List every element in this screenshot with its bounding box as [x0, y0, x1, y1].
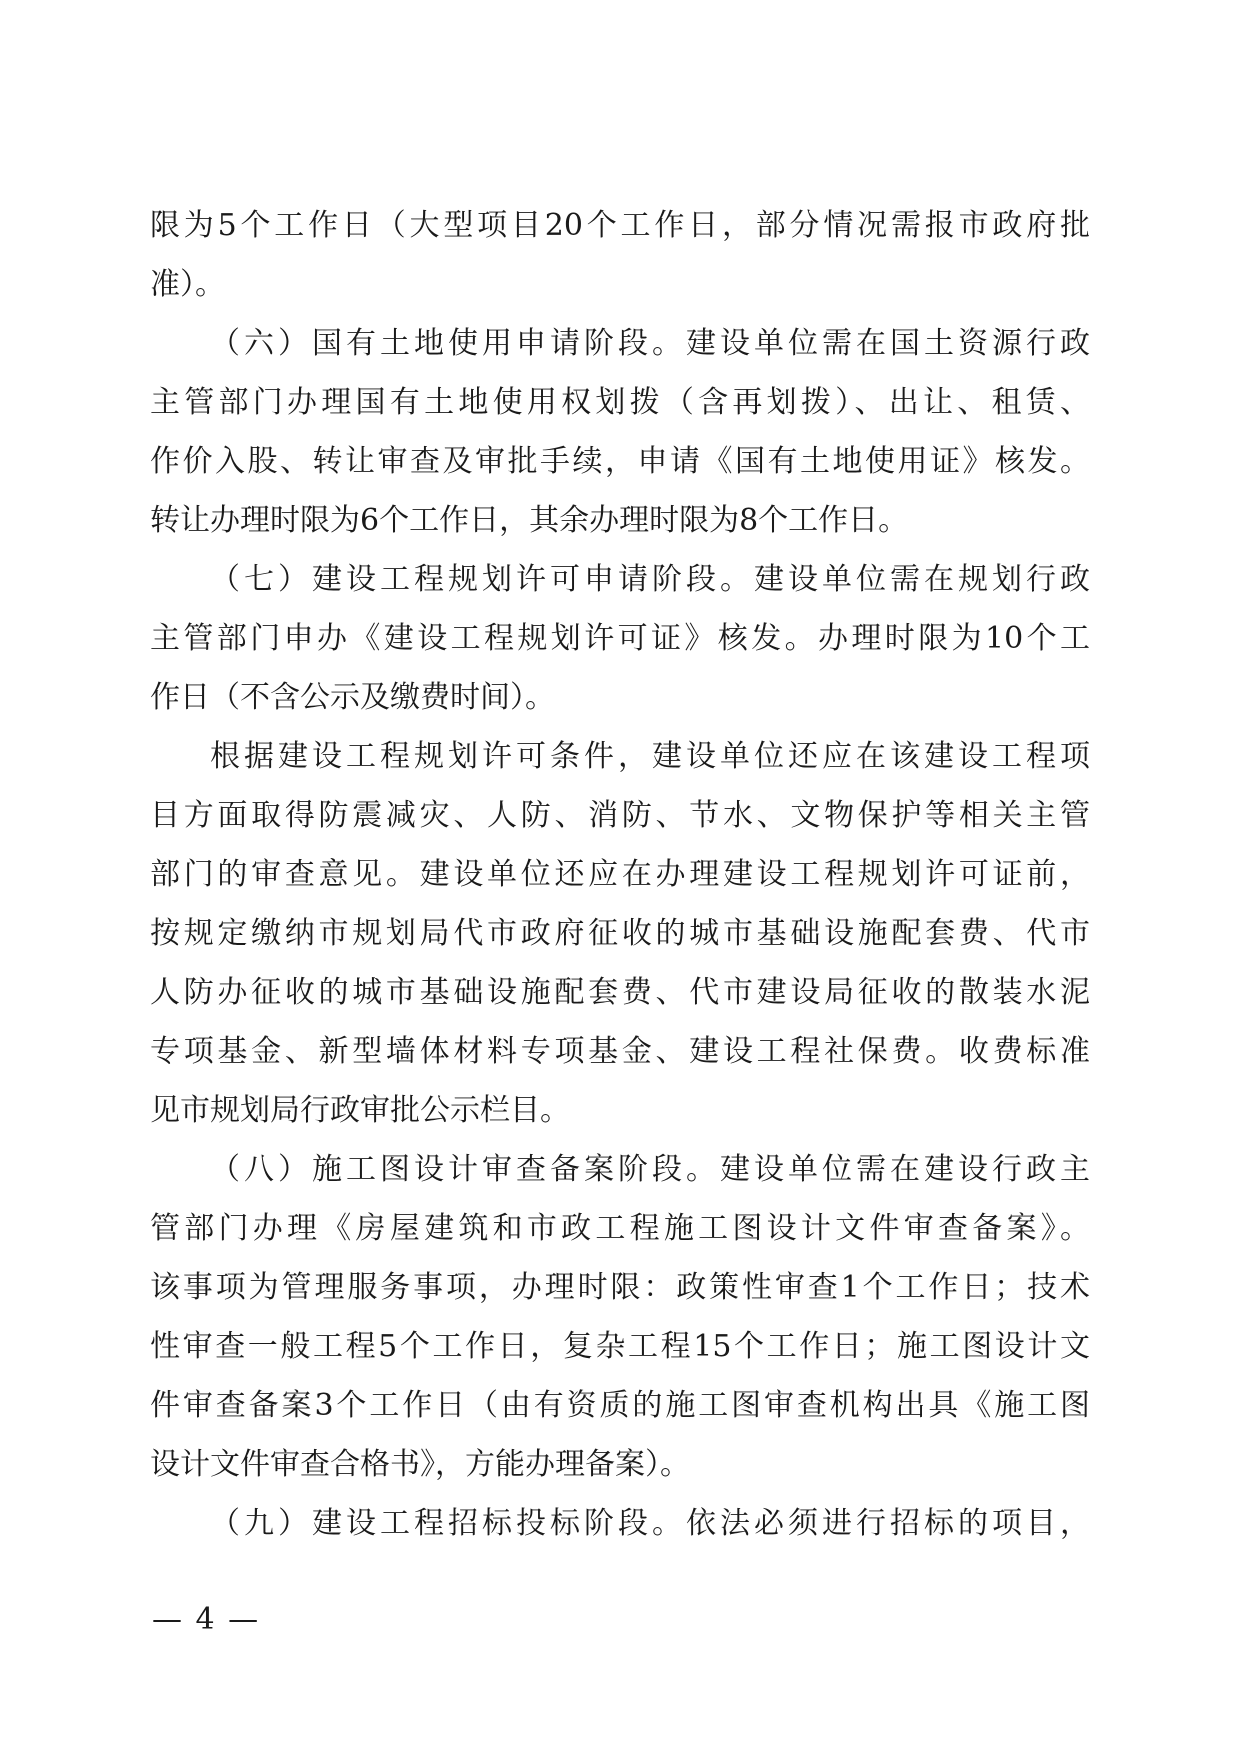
text-line: 主管部门办理国有土地使用权划拨（含再划拨）、出让、租赁、 [150, 385, 1090, 420]
text-line: 专项基金、新型墙体材料专项基金、建设工程社保费。收费标准 [150, 1034, 1090, 1069]
body-text [150, 196, 1090, 1553]
text-line: （九）建设工程招标投标阶段。依法必须进行招标的项目， [210, 1506, 1090, 1541]
text-line: 按规定缴纳市规划局代市政府征收的城市基础设施配套费、代市 [150, 916, 1090, 951]
text-line: （七）建设工程规划许可申请阶段。建设单位需在规划行政 [210, 562, 1090, 597]
text-line: 目方面取得防震减灾、人防、消防、节水、文物保护等相关主管 [150, 798, 1090, 833]
text-line: 准）。 [150, 267, 225, 302]
text-line: （八）施工图设计审查备案阶段。建设单位需在建设行政主 [210, 1152, 1090, 1187]
text-line: 性审查一般工程5个工作日，复杂工程15个工作日；施工图设计文 [150, 1329, 1090, 1364]
text-line: 该事项为管理服务事项，办理时限：政策性审查1个工作日；技术 [150, 1270, 1090, 1305]
text-line: 见市规划局行政审批公示栏目。 [150, 1093, 570, 1128]
text-line: 件审查备案3个工作日（由有资质的施工图审查机构出具《施工图 [150, 1388, 1090, 1423]
text-line: 部门的审查意见。建设单位还应在办理建设工程规划许可证前， [150, 857, 1090, 892]
text-line: 主管部门申办《建设工程规划许可证》核发。办理时限为10个工 [150, 621, 1090, 656]
text-line: 作日（不含公示及缴费时间）。 [150, 680, 555, 715]
text-line: 作价入股、转让审查及审批手续，申请《国有土地使用证》核发。 [150, 444, 1090, 479]
text-line: 限为5个工作日（大型项目20个工作日，部分情况需报市政府批 [150, 208, 1090, 243]
text-line: 转让办理时限为6个工作日，其余办理时限为8个工作日。 [150, 503, 909, 538]
text-line: （六）国有土地使用申请阶段。建设单位需在国土资源行政 [210, 326, 1090, 361]
text-line: 根据建设工程规划许可条件，建设单位还应在该建设工程项 [210, 739, 1090, 774]
text-line: 管部门办理《房屋建筑和市政工程施工图设计文件审查备案》。 [150, 1211, 1090, 1246]
text-line: 人防办征收的城市基础设施配套费、代市建设局征收的散装水泥 [150, 975, 1090, 1010]
text-line: 设计文件审查合格书》，方能办理备案）。 [150, 1447, 690, 1482]
page-number: — 4 — [152, 1602, 261, 1637]
